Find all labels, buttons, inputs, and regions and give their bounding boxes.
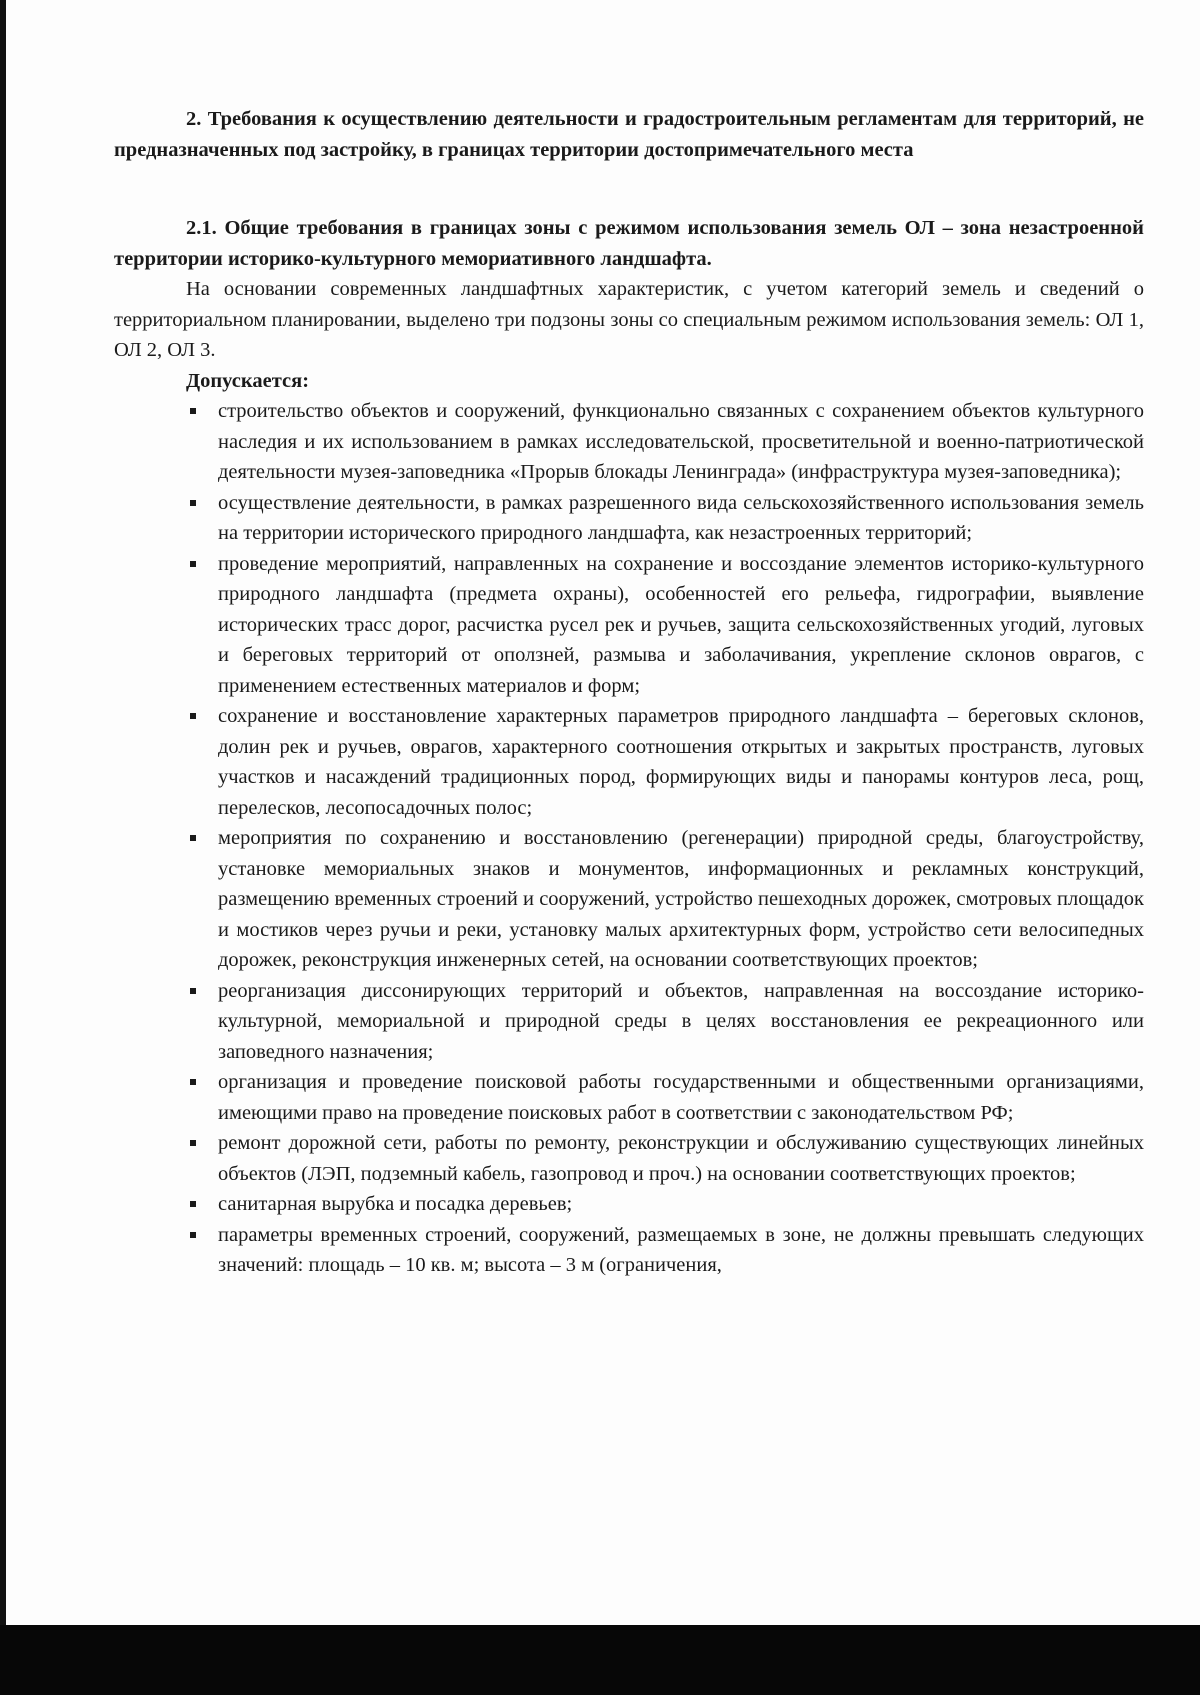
list-item-text: ремонт дорожной сети, работы по ремонту, реконструкции и обслуживанию существующих линейных объектов (ЛЭП, подземный кабель, газопровод и проч.) на основании соответствующих проектов;: [218, 1132, 1144, 1185]
subsection-heading: 2.1. Общие требования в границах зоны с режимом использования земель ОЛ – зона незастроенной территории историко-культурного мемориативного ландшафта.: [114, 217, 1144, 270]
list-item-text: мероприятия по сохранению и восстановлению (регенерации) природной среды, благоустройству, установке мемориальных знаков и монументов, информационных и рекламных конструкций, размещению временных строений и сооружений, устройство пешеходных дорожек, смотровых площадок и мостиков через ручьи и реки, установку малых архитектурных форм, устройство сети велосипедных дорожек, реконструкция инженерных сетей, на основании соответствующих проектов;: [218, 827, 1144, 971]
bullet-icon: [190, 408, 196, 414]
list-item-text: реорганизация диссонирующих территорий и объектов, направленная на воссоздание историко-культурной, мемориальной и природной среды в целях восстановления ее рекреационного или заповедного назначения;: [218, 979, 1144, 1063]
list-item-text: санитарная вырубка и посадка деревьев;: [218, 1193, 573, 1215]
list-item: [218, 1128, 1144, 1189]
list-item-text: параметры временных строений, сооружений, размещаемых в зоне, не должны превышать следующих значений: площадь – 10 кв. м; высота – 3 м (ограничения,: [218, 1223, 1144, 1276]
bullet-icon: [190, 1079, 196, 1085]
document-body: [114, 104, 1144, 1281]
bullet-icon: [190, 988, 196, 994]
bullet-icon: [190, 1140, 196, 1146]
intro-paragraph: На основании современных ландшафтных характеристик, с учетом категорий земель и сведений о территориальном планировании, выделено три подзоны зоны со специальным режимом использования земель: ОЛ 1, ОЛ 2, ОЛ 3.: [114, 278, 1144, 361]
scan-bottom-bar: [0, 1625, 1200, 1695]
bullet-icon: [190, 1201, 196, 1207]
bullet-icon: [190, 713, 196, 719]
list-item: [218, 488, 1144, 549]
list-item-text: проведение мероприятий, направленных на сохранение и воссоздание элементов историко-культурного природного ландшафта (предмета охраны), особенностей его рельефа, гидрографии, выявление исторических трасс дорог, расчистка русел рек и ручьев, защита сельскохозяйственных угодий, луговых и береговых территорий от оползней, размыва и заболачивания, укрепление склонов оврагов, с применением естественных материалов и форм;: [218, 552, 1144, 697]
list-item-text: осуществление деятельности, в рамках разрешенного вида сельскохозяйственного использования земель на территории исторического природного ландшафта, как незастроенных территорий;: [218, 491, 1144, 544]
section-heading: 2. Требования к осуществлению деятельности и градостроительным регламентам для территорий, не предназначенных под застройку, в границах территории достопримечательного места: [114, 108, 1144, 161]
list-item-text: строительство объектов и сооружений, функционально связанных с сохранением объектов культурного наследия и их использованием в рамках исследовательской, просветительной и военно-патриотической деятельности музея-заповедника «Прорыв блокады Ленинграда» (инфраструктура музея-заповедника);: [218, 400, 1144, 483]
allowed-label: Допускается:: [186, 369, 310, 392]
list-item: [218, 976, 1144, 1068]
list-item: [218, 396, 1144, 488]
scan-left-edge: [0, 0, 6, 1695]
list-item: [218, 549, 1144, 702]
bullet-icon: [190, 561, 196, 567]
list-item: [218, 1189, 1144, 1220]
list-item: [218, 1220, 1144, 1281]
bullet-icon: [190, 835, 196, 841]
list-item-text: сохранение и восстановление характерных параметров природного ландшафта – береговых склонов, долин рек и ручьев, оврагов, характерного соотношения открытых и закрытых пространств, луговых участков и насаждений традиционных пород, формирующих виды и панорамы контуров леса, рощ, перелесков, лесопосадочных полос;: [218, 705, 1144, 819]
list-item: [218, 823, 1144, 976]
bullet-icon: [190, 500, 196, 506]
bullet-icon: [190, 1232, 196, 1238]
list-item-text: организация и проведение поисковой работы государственными и общественными организациями, имеющими право на проведение поисковых работ в соответствии с законодательством РФ;: [218, 1071, 1144, 1124]
allowed-list: [114, 396, 1144, 1281]
list-item: [218, 1067, 1144, 1128]
list-item: [218, 701, 1144, 823]
